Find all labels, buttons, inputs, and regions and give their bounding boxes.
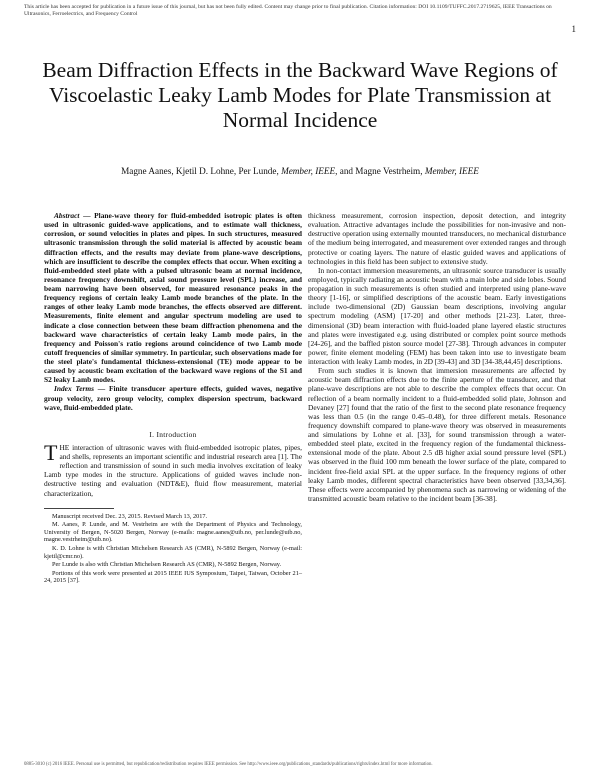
section-heading-introduction: I. Introduction <box>149 429 197 439</box>
author-names-a: Magne Aanes, Kjetil D. Lohne, Per Lunde, <box>121 166 282 176</box>
body-paragraph: In non-contact immersion measurements, an ultrasonic source transducer is usually employed, typically radiating an acoustic beam with a main lobe and side lobes. Sound propagation in such measurements is often studied and interpreted using plane-wave theory [1-16], or simplified descriptions of the acoustic beam. Early investigations include two-dimensional (2D) Gaussian beam descriptions, involving angular spectrum modeling (ASM) [17-20] and other methods [21-23]. Later, three-dimensional (3D) beam interaction with fluid-loaded plane layered elastic structures and plates were investigated e.g. using distributed or complex point source methods [24-26], and the baffled piston source model [27-38]. Through advances in computer power, finite element modeling (FEM) has been taken into use to investigate beam interaction with leaky Lamb modes, in 2D [39-43] and 3D [34-38,44,45] descriptions. <box>308 265 566 366</box>
index-terms <box>44 384 302 411</box>
left-column <box>44 211 302 586</box>
intro-text: HE interaction of ultrasonic waves with fluid-embedded isotropic plates, pipes, and shells, represents an important scientific and industrial research area [1]. The reflection and transmission of sound in such media involves excitation of leaky Lamb type modes in the structure. Applications of guided waves include non-destructive testing and evaluation (NDT&E), fluid flow measurement, material characterization, <box>44 442 302 498</box>
author-role-b: Member, IEEE <box>424 166 479 176</box>
index-terms-label: Index Terms <box>54 384 95 394</box>
footnotes <box>44 513 302 585</box>
body-paragraph: thickness measurement, corrosion inspection, deposit detection, and integrity evaluation. Attractive advantages include the possibilities for non-invasive and non-destructive operation using externally mounted transducers, no mechanical disturbance of the medium being interrogated, and measurement over extended ranges and through protective or coating layers. The nature of elastic guided waves and applications of technologies in this field has been subject to extensive study. <box>308 211 566 266</box>
author-list <box>30 166 570 176</box>
footnote: M. Aanes, P. Lunde, and M. Vestrheim are with the Department of Physics and Technology, University of Bergen, N-5020 Bergen, Norway (e-mails: magne.aanes@uib.no, per.lunde@uib.no, magne.vestrheim@uib.no). <box>44 521 302 544</box>
footnote: K. D. Lohne is with Christian Michelsen Research AS (CMR), N-5892 Bergen, Norway (e-mail: kjetil@cmr.no). <box>44 545 302 560</box>
footnote: Per Lunde is also with Christian Michelsen Research AS (CMR), N-5892 Bergen, Norway. <box>52 561 282 569</box>
abstract <box>44 211 302 384</box>
journal-banner: This article has been accepted for publication in a future issue of this journal, but has not been fully edited. Content may change prior to final publication. Citation information: DOI 10.1109/TUFFC.2017.2719625, IEEE Transactions on Ultrasonics, Ferroelectrics, and Frequency Control <box>24 4 552 17</box>
footnote: Portions of this work were presented at 2015 IEEE IUS Symposium, Taipei, Taiwan, October 21–24, 2015 [37]. <box>44 569 302 585</box>
right-column <box>308 211 566 503</box>
footnote: Manuscript received Dec. 23, 2015. Revised March 13, 2017. <box>52 512 208 520</box>
author-role-a: Member, IEEE <box>281 166 336 176</box>
page-number: 1 <box>571 24 576 34</box>
author-names-b: , and Magne Vestrheim, <box>335 166 425 176</box>
abstract-label: Abstract <box>54 211 80 220</box>
body-paragraph: From such studies it is known that immersion measurements are affected by acoustic beam diffraction effects due to the finite aperture of the transducer, and that plane-wave descriptions are not able to describe the complex effects that occur. On reflection of a beam normally incident to a fluid-embedded solid plate, Johnson and Devaney [27] found that the ratio of the first to the second plate resonance frequency was less than 0.5 (in the range 0.45–0.48), for three different metals. Resonance frequency downshift compared to plane-wave theory was observed in measurements and simulations by Lohne et al. [33], for sound transmission through a water-embedded steel plate, excited in the frequency region of the fundamental thickness-extensional mode of the plate. About 2.5 dB higher axial sound pressure level (SPL) was observed in the fluid 100 mm beneath the lower surface of the plate, compared to incident free-field axial SPL at the upper surface. In the frequency regions of other leaky Lamb modes, different spectral characteristics have been observed [33,34,36]. These effects were accompanied by phenomena such as narrowing or widening of the transmitted acoustic beam relative to the incident beam [36-38]. <box>308 366 566 503</box>
paper-title: Beam Diffraction Effects in the Backward Wave Regions of Viscoelastic Leaky Lamb Modes for Plate Transmission at Normal Incidence <box>42 58 558 132</box>
abstract-text: — Plane-wave theory for fluid-embedded isotropic plates is often used in ultrasonic guided-wave applications, and to estimate wall thickness, corrosion, or sound velocities in plates and pipes. In such structures, measured ultrasonic transmission through the solid material is affected by acoustic beam diffraction effects, and the results may deviate from plane-wave descriptions, which are insufficient to describe the complex effects that occur. When exciting a fluid-embedded steel plate with a pulsed ultrasonic beam at normal incidence, resonance frequency downshift, axial sound pressure level (SPL) increase, and beam narrowing have been observed, for measured resonance peaks in the frequency regions of certain leaky Lamb mode branches of the plate. In the ranges of other leaky Lamb mode branches, the effects observed are different. Measurements, finite element and angular spectrum modeling are used to indicate a close connection between these beam diffraction phenomena and the backward wave characteristics of certain leaky Lamb mode pairs, in the frequency and Poisson's ratio regions around coincidence of two Lamb mode cutoff frequencies of similar symmetry. In particular, such observations made for the steel plate's fundamental thickness-extensional (TE) mode appear to be caused by acoustic beam excitation of the backward wave regions of the S1 and S2 leaky Lamb modes. <box>44 211 302 385</box>
intro-paragraph <box>44 439 302 498</box>
footnote-rule <box>44 508 114 509</box>
drop-cap: T <box>44 439 58 465</box>
index-terms-text: — Finite transducer aperture effects, guided waves, negative group velocity, zero group velocity, complex dispersion spectrum, backward wave, fluid-embedded plate. <box>44 384 302 412</box>
copyright-notice: 0885-3010 (c) 2016 IEEE. Personal use is permitted, but republication/redistribution requires IEEE permission. See http://www.ieee.org/publications_standards/publications/rights/index.html for more information. <box>24 762 433 767</box>
